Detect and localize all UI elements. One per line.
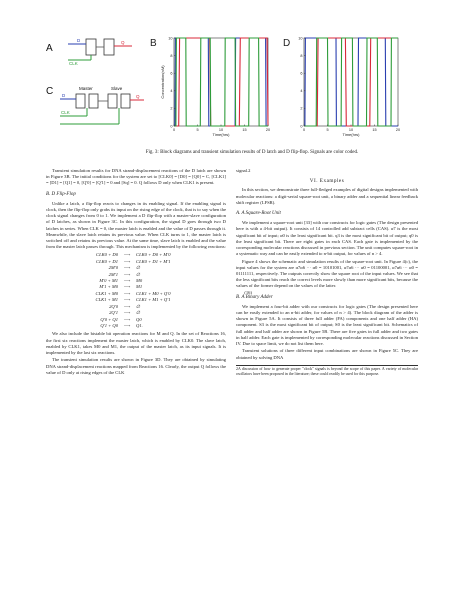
signal-clk-label: CLK — [69, 61, 78, 66]
series-line — [174, 38, 268, 126]
panel-a-label: A — [46, 43, 53, 54]
reaction-lhs: 2Q'0 — [109, 303, 118, 309]
latch-block-2 — [104, 39, 114, 55]
reaction-rhs: ∅ — [136, 271, 141, 277]
reaction-arrow: ⟶ — [123, 284, 131, 290]
signal-d-label: D — [77, 38, 81, 43]
x-tick-label: 5 — [326, 128, 329, 132]
y-tick-label: 2 — [300, 106, 303, 111]
reaction-equations — [80, 252, 252, 329]
x-tick-label: 0 — [302, 128, 306, 132]
subsection-b-title: B. A Binary Adder — [236, 294, 273, 300]
reaction-rhs: CLK1 + M1 + Q'1 — [136, 297, 171, 303]
y-tick-label: 8 — [300, 53, 303, 58]
panel-b-label: B — [150, 38, 157, 49]
reaction-arrow: ⟶ — [123, 310, 131, 316]
x-axis-label: Time(hrs) — [342, 132, 360, 137]
reaction-lhs: M'1 + M0 — [99, 284, 118, 290]
reaction-rhs: ∅ — [136, 310, 141, 316]
series-line — [304, 38, 398, 126]
reaction-lhs: Q'1 + Q0 — [100, 322, 118, 328]
y-tick-label: 8 — [170, 53, 173, 58]
reaction-lhs: 2Q'1 — [109, 310, 118, 316]
reaction-lhs: CLK1 + M0 — [95, 290, 118, 296]
subsection-a-title: A. A Square-Root Unit — [236, 211, 281, 217]
y-tick-label: 10 — [168, 36, 173, 41]
ff-signal-d-label: D — [62, 93, 66, 98]
reaction-arrow: ⟶ — [123, 290, 131, 296]
intro-paragraph: Transient simulation results for DNA strand-displacement reactions of the D latch are shown in Figure 3B. The initial conditions for the system are set to [CLK0] = [D0] = [Q0] = C, [CLK1] = [D1] = [Q1] = 0, [Q'0] = [Q'1] = 0 and [Sq] = 0. Q follows D only when CLK1 is present. — [46, 168, 226, 186]
y-tick-label: 6 — [300, 71, 303, 76]
reaction-lhs: 2M'0 — [108, 265, 118, 271]
reaction-arrow: ⟶ — [123, 322, 131, 328]
x-tick-label: 5 — [196, 128, 199, 132]
d-flipflop-diagram — [46, 82, 146, 132]
reaction-lhs: CLK0 + D0 — [96, 252, 118, 258]
plot-frame — [174, 38, 268, 126]
y-axis-label: Concentration(nM) — [160, 65, 165, 99]
adder-paragraph-2: Transient solutions of three different input combinations are shown in Figure 5C. They are obtained by solving DNA — [236, 348, 418, 360]
reaction-rhs: Q0 — [136, 316, 142, 322]
x-tick-label: 20 — [265, 128, 271, 132]
signal-q-label: Q — [121, 40, 125, 45]
right-column — [236, 168, 418, 377]
reaction-row — [80, 323, 226, 329]
reaction-rhs: M1 — [136, 284, 143, 290]
slave-block-1 — [108, 94, 117, 108]
x-tick-label: 10 — [218, 128, 224, 132]
chart-panel-d — [290, 34, 402, 144]
y-tick-label: 4 — [170, 89, 173, 94]
reaction-arrow: ⟶ — [123, 271, 131, 277]
x-tick-label: 15 — [242, 128, 247, 132]
x-tick-label: 15 — [372, 128, 377, 132]
reaction-lhs: 2M'1 — [108, 271, 118, 277]
master-block-2 — [89, 94, 98, 108]
series-line — [174, 38, 268, 126]
section-b-title: B. D Flip-Flop — [46, 191, 76, 197]
x-tick-label: 20 — [395, 128, 401, 132]
y-tick-label: 6 — [170, 71, 173, 76]
footnote: 2A discussion of how to generate proper "clock" signals is beyond the scope of this paper. A variety of molecular oscillators have been proposed in the literature; these could readily be used for this purpose. — [236, 366, 418, 376]
sqrt-paragraph-1: We implement a square-root unit [33] with our constructs for logic gates (The design presented here is with a 4-bit output). It consists of 14 controlled add subtract cells (CAS). α7 is the most significant bit of input; α0 is the least significant bit. q3 is the most significant bit of output; q0 is the least significant bit. There are eight gates in each CAS. Each gate is implemented by the corresponding molecular reactions discussed in previous section. The unit computes square-root in a systematic way and can be easily extended to n-bit output, for values of n > 4. — [236, 220, 418, 257]
reaction-arrow: ⟶ — [123, 316, 131, 322]
y-tick-label: 4 — [300, 89, 303, 94]
reaction-arrow: ⟶ — [123, 278, 131, 284]
signal-continuation: signal.2 — [236, 168, 251, 173]
equation-number: (16) — [244, 290, 252, 296]
ff-signal-clk-label: CLK — [61, 110, 70, 115]
x-axis-label: Time(hrs) — [212, 132, 230, 137]
panel-c-label: C — [46, 86, 54, 97]
reaction-arrow: ⟶ — [123, 258, 131, 264]
reaction-lhs: M'0 + M1 — [99, 278, 118, 284]
d-latch-diagram — [46, 36, 138, 76]
reaction-lhs: CLK1 + M1 — [95, 297, 118, 303]
reaction-rhs: CLK0 + D0 + M'0 — [136, 252, 171, 258]
master-block-1 — [76, 94, 85, 108]
figure-caption: Fig. 3: Block diagrams and transient simulation results of D latch and D flip-flop. Signals are color coded. — [145, 150, 359, 155]
slave-label: Slave — [111, 86, 123, 91]
figure-3 — [0, 0, 463, 160]
reaction-rhs: Q1. — [136, 322, 143, 328]
chart-panel-b — [160, 34, 272, 144]
x-tick-label: 10 — [348, 128, 354, 132]
flipflop-paragraph-1: Unlike a latch, a flip-flop reacts to changes in its enabling signal. If the enabling signal is clock, then the flip-flop only grabs its input on the rising edge of the clock, that is to say when the clock signal changes from 0 to 1. We implement a D flip-flop with a master-slave configuration of D latches, as shown in Figure 3C. In this configuration, the signal D goes through two D latches in series. When CLK = 0, the master latch is enabled and the value of D passes through it. Meanwhile, the slave latch retains its previous value. When CLK turns to 1, the master latch is switched off and retains its previous value. At the same time, slave latch is enabled and the value from the master latch passes through. This mechanism is implemented by the following reactions: — [46, 200, 226, 250]
reaction-arrow: ⟶ — [123, 252, 131, 258]
reaction-rhs: CLK1 + M0 + Q'0 — [136, 290, 171, 296]
x-tick-label: 0 — [172, 128, 176, 132]
section-vi-title: VI. Examples — [309, 178, 345, 185]
reaction-lhs: Q'0 + Q1 — [100, 316, 118, 322]
ff-signal-q-label: Q — [136, 94, 140, 99]
reaction-arrow: ⟶ — [123, 303, 131, 309]
slave-block-2 — [121, 94, 130, 108]
y-tick-label: 2 — [170, 106, 173, 111]
examples-paragraph: In this section, we demonstrate three full-fledged examples of digital designs implemented with molecular reactions: a digit-serial square-root unit, a binary adder and a sequential linear feedback shift register (LFSR). — [236, 187, 418, 205]
reaction-rhs: ∅ — [136, 303, 141, 309]
reaction-rhs: M0 — [136, 278, 143, 284]
flipflop-paragraph-2: We also include the bistable bit operation reactions for M and Q. In the set of Reactions 16, the first six reactions implement the master latch, which is enabled by CLK0. The slave latch, enabled by CLK1, takes M0 and M1, the output of the master latch, as its input signals. It is implemented by the last six reactions. — [46, 331, 226, 355]
y-tick-label: 0 — [300, 124, 303, 129]
series-line — [174, 38, 268, 126]
panel-d-label: D — [283, 38, 291, 49]
reaction-rhs: CLK0 + D1 + M'1 — [136, 258, 171, 264]
y-tick-label: 10 — [298, 36, 303, 41]
latch-block-1 — [86, 39, 96, 55]
reaction-lhs: CLK0 + D1 — [96, 258, 118, 264]
reaction-rhs: ∅ — [136, 265, 141, 271]
adder-paragraph-1: We implement a four-bit adder with our constructs for logic gates (The design presented here can be easily extended to an n-bit adder, for values of n > 4). The block diagram of the adder is shown in Figure 5A. It consists of three full adder (FA) components and one half adder (HA) component. S3 is the most significant bit of output; S0 is the least significant bit. Schematics of full adder and half adder are shown in Figure 5B. There are five gates in full adder and two gates in half adder. Each gate is implemented by corresponding molecular reactions discussed in Section IV. Due to space limit, we do not list them here. — [236, 303, 418, 347]
y-tick-label: 0 — [170, 124, 173, 129]
reaction-arrow: ⟶ — [123, 265, 131, 271]
master-label: Master — [79, 86, 93, 91]
flipflop-paragraph-3: The transient simulation results are shown in Figure 3D. They are obtained by simulating DNA strand-displacement reactions mapped from Reactions 16. Clearly, the output Q follows the value of D only at rising edges of the CLK — [46, 357, 226, 375]
sqrt-paragraph-2: Figure 4 shows the schematic and simulation results of the square-root unit. In Figure 4(c), the input values for the system are α7α6 ··· α0 = 10101001, α7α6 ··· α0 = 01100001, α7α6 ··· α0 = 01111111, respectively. The outputs correctly show the square root of the input values. We see that the less significant bits reach the correct levels more slowly than more significant bits, because the values of the former depend on the values of the latter. — [236, 258, 418, 289]
reaction-arrow: ⟶ — [123, 297, 131, 303]
